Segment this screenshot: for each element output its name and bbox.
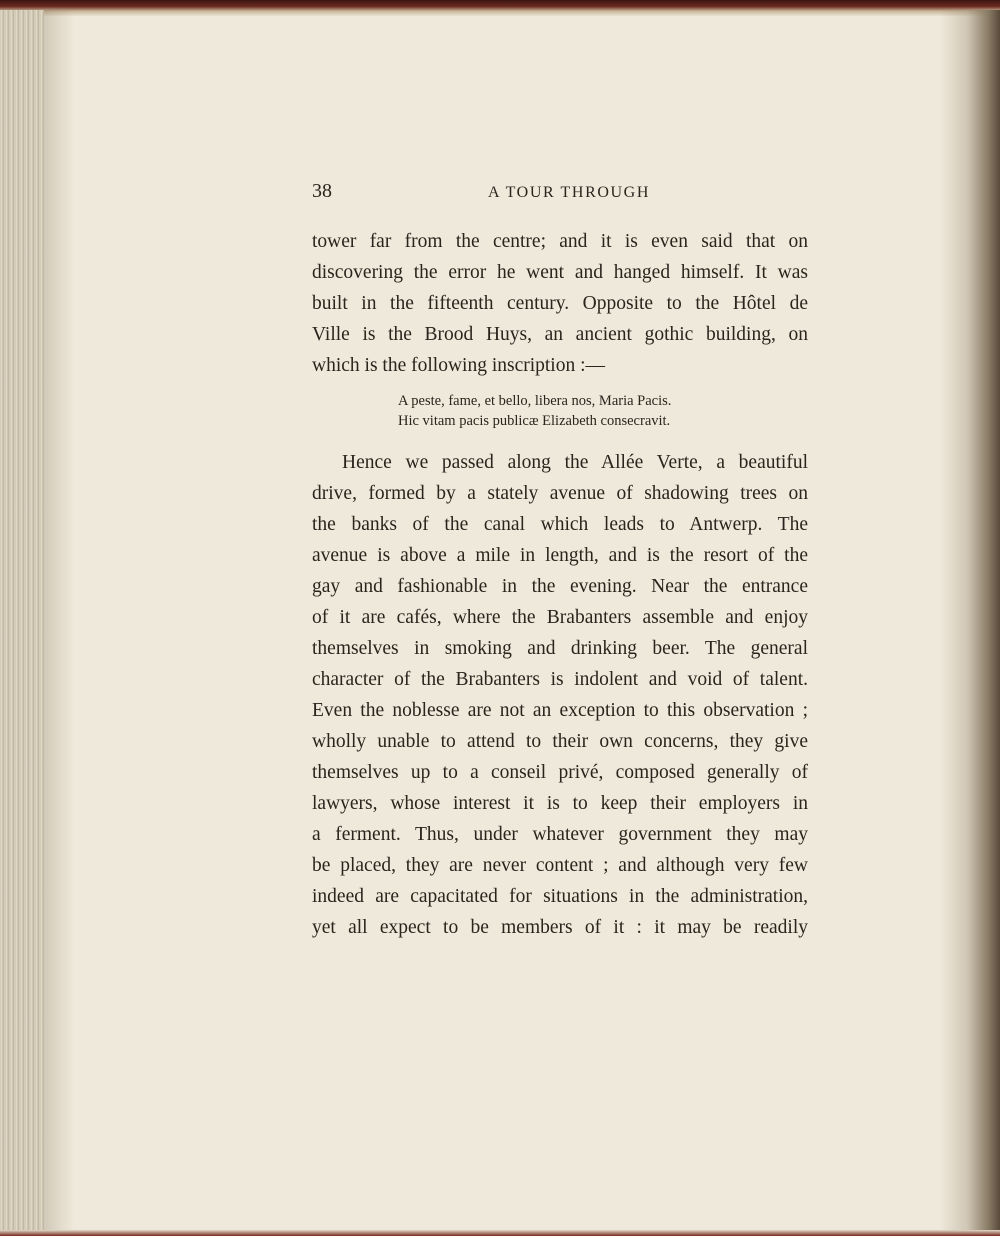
text-line: avenue is above a mile in length, and is the resort of the	[312, 545, 808, 566]
text-line: tower far from the centre; and it is even said that on	[312, 231, 808, 252]
text-line: lawyers, whose interest it is to keep their employers in	[312, 793, 808, 814]
running-head	[312, 180, 812, 210]
body-text	[312, 226, 808, 943]
book-top-edge	[0, 0, 1000, 16]
running-title: A TOUR THROUGH	[488, 184, 650, 201]
text-line: which is the following inscription :—	[312, 355, 606, 376]
book-bottom-edge	[0, 1230, 1000, 1236]
page-shadow	[44, 10, 74, 1236]
page-number: 38	[312, 180, 332, 202]
text-line: Ville is the Brood Huys, an ancient gothic building, on	[312, 324, 808, 345]
text-line: yet all expect to be members of it : it may be readily	[312, 917, 808, 938]
text-line: of it are cafés, where the Brabanters assemble and enjoy	[312, 607, 808, 628]
text-line: discovering the error he went and hanged himself. It was	[312, 262, 808, 283]
text-line: Even the noblesse are not an exception to this observation ;	[312, 700, 808, 721]
text-line: be placed, they are never content ; and although very few	[312, 855, 808, 876]
text-line: the banks of the canal which leads to Antwerp. The	[312, 514, 808, 535]
inscription-line: Hic vitam pacis publicæ Elizabeth consecravit.	[398, 413, 671, 429]
text-line: gay and fashionable in the evening. Near the entrance	[312, 576, 808, 597]
book-page-edges	[0, 10, 44, 1236]
text-line: themselves up to a conseil privé, composed generally of	[312, 762, 808, 783]
text-line: character of the Brabanters is indolent and void of talent.	[312, 669, 808, 690]
text-line: wholly unable to attend to their own concerns, they give	[312, 731, 808, 752]
paragraph-first-line: Hence we passed along the Allée Verte, a beautiful	[342, 452, 808, 473]
inscription	[312, 391, 808, 431]
text-line: drive, formed by a stately avenue of shadowing trees on	[312, 483, 808, 504]
text-line: indeed are capacitated for situations in the administration,	[312, 886, 808, 907]
text-line: themselves in smoking and drinking beer. The general	[312, 638, 808, 659]
inscription-line: A peste, fame, et bello, libera nos, Maria Pacis.	[398, 393, 672, 409]
text-line: built in the fifteenth century. Opposite to the Hôtel de	[312, 293, 808, 314]
text-line: a ferment. Thus, under whatever government they may	[312, 824, 808, 845]
book-gutter	[940, 10, 1000, 1236]
